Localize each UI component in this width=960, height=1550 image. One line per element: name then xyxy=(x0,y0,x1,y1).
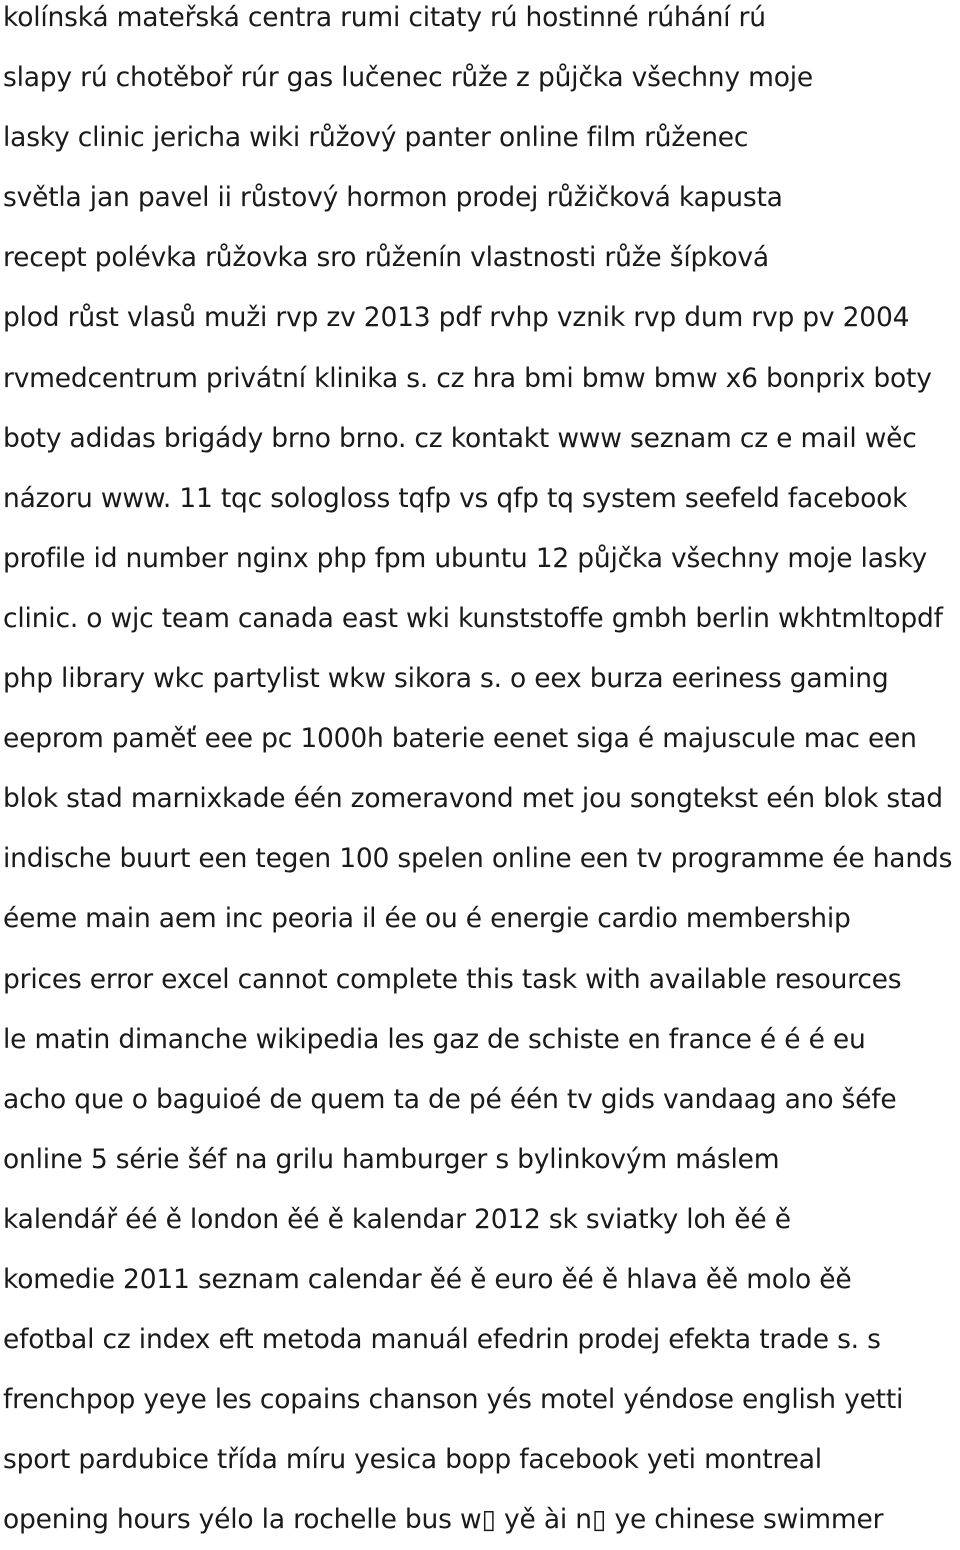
text-line-22: komedie 2011 seznam calendar ěé ě euro ěé ě hlava ěě molo ěě xyxy=(3,1263,852,1295)
text-line-6: plod růst vlasů muži rvp zv 2013 pdf rvhp vznik rvp dum rvp pv 2004 xyxy=(3,302,910,334)
text-line-4: světla jan pavel ii růstový hormon prodej růžičková kapusta xyxy=(3,182,783,214)
text-line-25: sport pardubice třída míru yesica bopp facebook yeti montreal xyxy=(3,1444,822,1476)
text-line-19: acho que o baguioé de quem ta de pé één tv gids vandaag ano šéfe xyxy=(3,1083,897,1115)
text-line-10: profile id number nginx php fpm ubuntu 12 půjčka všechny moje lasky xyxy=(3,542,928,574)
text-line-9: názoru www. 11 tqc sologloss tqfp vs qfp tq system seefeld facebook xyxy=(3,482,908,514)
text-line-14: blok stad marnixkade één zomeravond met jou songtekst eén blok stad xyxy=(3,783,943,815)
text-line-16: éeme main aem inc peoria il ée ou é energie cardio membership xyxy=(3,903,851,935)
text-line-3: lasky clinic jericha wiki růžový panter online film růženec xyxy=(3,122,749,154)
text-line-12: php library wkc partylist wkw sikora s. o eex burza eeriness gaming xyxy=(3,663,889,695)
document-body xyxy=(3,0,960,1550)
text-line-7: rvmedcentrum privátní klinika s. cz hra bmi bmw bmw x6 bonprix boty xyxy=(3,362,932,394)
text-line-2: slapy rú chotěboř rúr gas lučenec růže z půjčka všechny moje xyxy=(3,62,814,94)
text-line-11: clinic. o wjc team canada east wki kunststoffe gmbh berlin wkhtmltopdf xyxy=(3,602,943,634)
text-line-21: kalendář éé ě london ěé ě kalendar 2012 sk sviatky loh ěé ě xyxy=(3,1203,791,1235)
text-line-17: prices error excel cannot complete this task with available resources xyxy=(3,963,902,995)
text-line-13: eeprom paměť eee pc 1000h baterie eenet siga é majuscule mac een xyxy=(3,723,917,755)
text-line-23: efotbal cz index eft metoda manuál efedrin prodej efekta trade s. s xyxy=(3,1324,881,1356)
text-line-18: le matin dimanche wikipedia les gaz de schiste en france é é é eu xyxy=(3,1023,866,1055)
text-line-1: kolínská mateřská centra rumi citaty rú hostinné rúhání rú xyxy=(3,2,766,33)
text-line-24: frenchpop yeye les copains chanson yés motel yéndose english yetti xyxy=(3,1384,904,1416)
text-line-5: recept polévka růžovka sro růženín vlastnosti růže šípková xyxy=(3,242,769,274)
text-line-26: opening hours yélo la rochelle bus w▯ yě ài n▯ ye chinese swimmer xyxy=(3,1504,884,1536)
text-line-15: indische buurt een tegen 100 spelen online een tv programme ée hands xyxy=(3,843,953,875)
text-line-8: boty adidas brigády brno brno. cz kontakt www seznam cz e mail wěc xyxy=(3,422,917,454)
text-line-20: online 5 série šéf na grilu hamburger s bylinkovým máslem xyxy=(3,1143,780,1175)
